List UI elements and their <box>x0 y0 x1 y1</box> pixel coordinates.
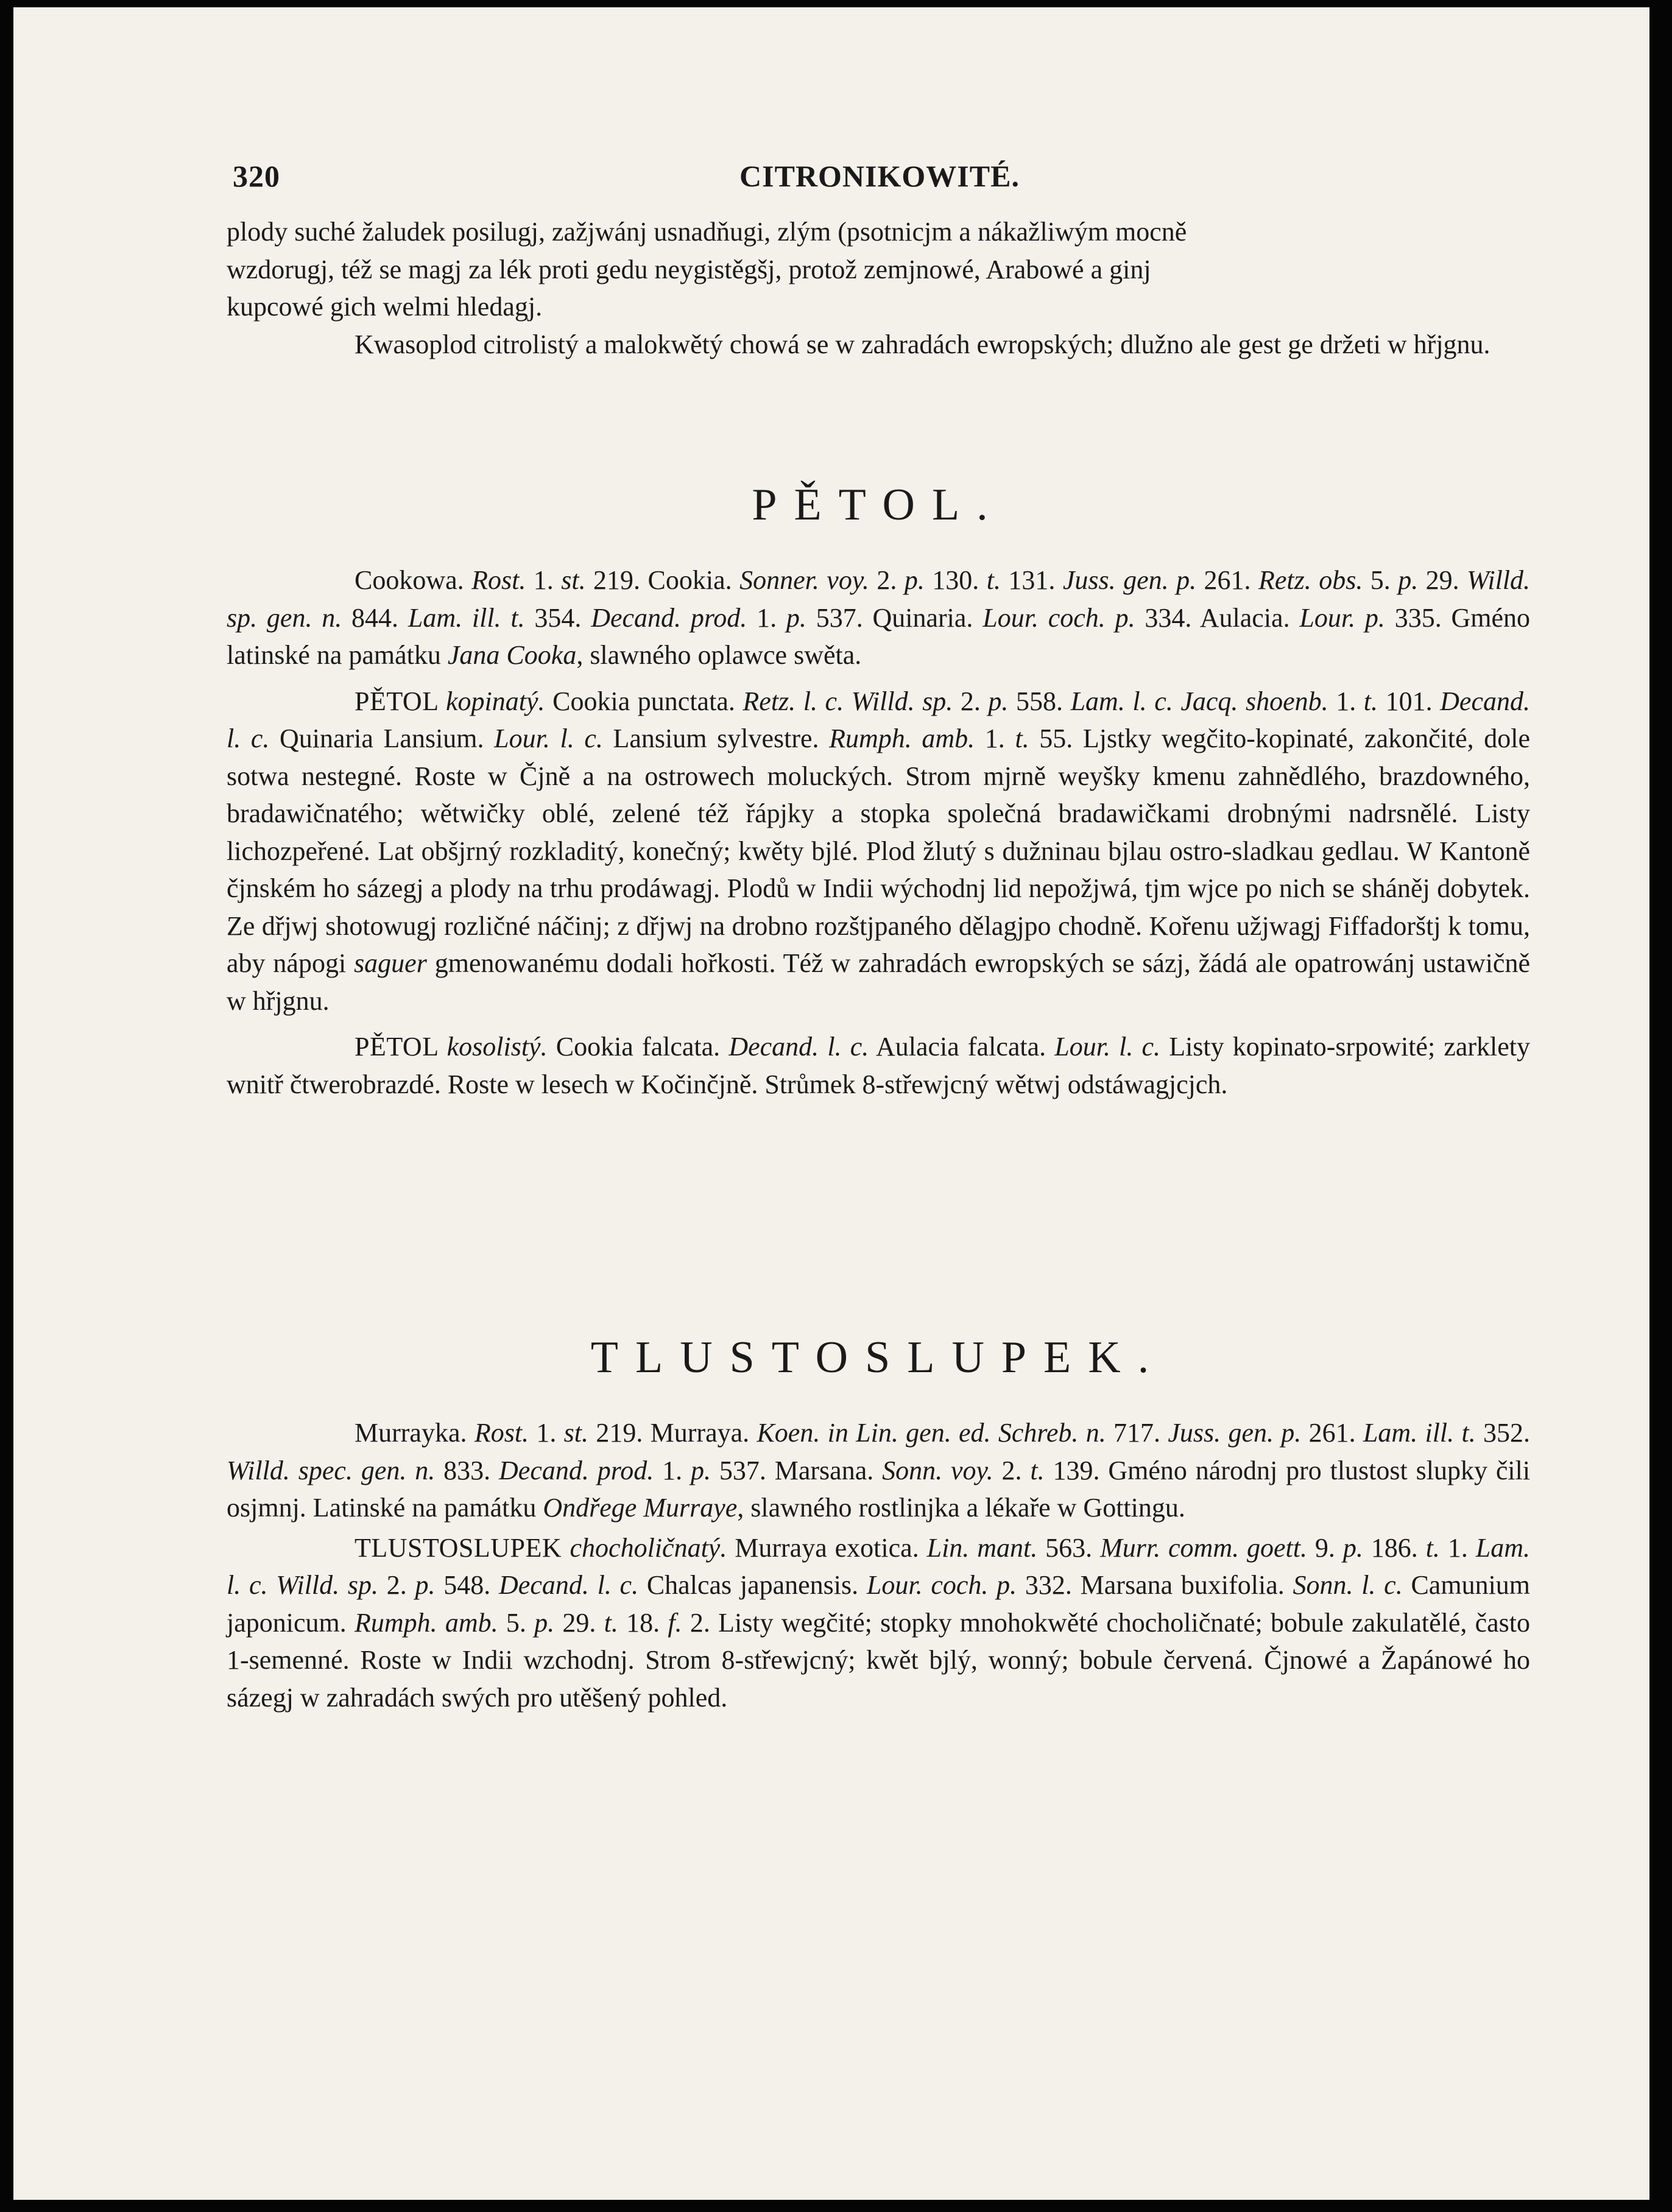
page-number: 320 <box>233 159 280 193</box>
text-run: 261. <box>1196 565 1258 595</box>
text-run: 844. <box>342 602 408 633</box>
italic-run: Rost. <box>474 1418 529 1448</box>
text-run: 558. <box>1008 686 1071 716</box>
text-line: plody suché žaludek posilugj, zažjwánj usnadňugi, zlým (psotnicjm a nákažliwým mocně <box>227 217 1187 247</box>
italic-run: Rumph. amb. <box>829 724 975 753</box>
italic-run: t. <box>1425 1532 1440 1563</box>
italic-run: Decand. l. c. <box>499 1570 639 1600</box>
text-run: 2. <box>869 565 905 595</box>
paragraph: Kwasoplod citrolistý a malokwětý chowá se w zahradách ewropských; dlužno ale gest ge držeti w hřjgnu. <box>355 329 1490 359</box>
text-run: Cookia falcata. <box>547 1032 729 1062</box>
text-run: Lansium sylvestre. <box>602 724 830 753</box>
text-run: gmenowanému dodali hořkosti. Též w zahradách ewropských se sázj, žádá ale opatrowánj ustawičně w hřjgnu. <box>227 948 1530 1016</box>
italic-run: Jana Cooka <box>447 640 577 670</box>
italic-run: Murr. comm. goett. <box>1100 1532 1307 1563</box>
petol-section <box>227 562 1530 1103</box>
text-run: Chalcas japanensis. <box>638 1570 867 1600</box>
text-run: 1. <box>654 1455 691 1485</box>
text-run: 131. <box>1000 565 1063 595</box>
italic-run: Sonn. l. c. <box>1293 1570 1403 1600</box>
text-run: Murraya exotica. <box>727 1532 927 1563</box>
genus-name: PĚTOL <box>355 1032 447 1062</box>
italic-run: Decand. prod. <box>499 1455 654 1485</box>
italic-run: Lam. l. c. Willd. sp. <box>227 1532 1531 1600</box>
italic-run: Koen. in Lin. gen. ed. Schreb. n. <box>757 1418 1106 1448</box>
italic-run: st. <box>563 1418 589 1448</box>
italic-run: t. <box>1363 686 1378 716</box>
italic-run: Willd. sp. gen. n. <box>227 565 1531 633</box>
genus-name: TLUSTOSLUPEK <box>355 1532 570 1563</box>
text-run: , slawného rostlinjka a lékaře w Gottingu. <box>737 1493 1185 1523</box>
text-run: 29. <box>554 1607 604 1638</box>
italic-run: kopinatý. <box>446 686 545 716</box>
italic-run: Rost. <box>471 565 526 595</box>
italic-run: p. <box>1342 1532 1363 1563</box>
text-run: 537. Marsana. <box>710 1455 883 1485</box>
text-run: 717. <box>1106 1418 1168 1448</box>
text-run: 1. <box>1439 1532 1476 1563</box>
italic-run: t. <box>1015 724 1029 753</box>
italic-run: st. <box>561 565 586 595</box>
text-run: 1. <box>526 565 562 595</box>
italic-run: saguer <box>354 948 427 978</box>
text-run: 833. <box>435 1455 499 1485</box>
italic-run: Juss. gen. p. <box>1062 565 1197 595</box>
species-paragraph <box>227 683 1530 1020</box>
text-run: 2. <box>953 686 989 716</box>
text-run: Camunium japonicum. <box>227 1570 1531 1638</box>
text-run: 1. <box>1328 686 1364 716</box>
text-run: 139. Gméno národnj pro tlustost slupky čili osjmnj. Latinské na památku <box>227 1455 1531 1523</box>
genus-name: PĚTOL <box>355 686 446 716</box>
italic-run: Lam. ill. t. <box>407 602 525 633</box>
italic-run: kosolistý. <box>446 1032 548 1062</box>
italic-run: p. <box>786 602 806 633</box>
italic-run: t. <box>1030 1455 1045 1485</box>
text-run: 101. <box>1378 686 1441 716</box>
text-run: 1. <box>529 1418 564 1448</box>
italic-run: f. <box>668 1607 682 1638</box>
text-run: Aulacia falcata. <box>869 1032 1055 1062</box>
text-run: 186. <box>1363 1532 1426 1563</box>
text-run: Cookia punctata. <box>545 686 743 716</box>
italic-run: Lour. coch. p. <box>866 1570 1017 1600</box>
text-run: 548. <box>435 1570 499 1600</box>
text-run: 2. Listy wegčité; stopky mnohokwěté chocholičnaté; bobule zakulatělé, často 1-semenné. Roste w Indii wzchodnj. Strom 8-střewjcný; kwět bjlý, wonný; bobule červená. Čjnowé a Žapánowé ho sázegj w zahradách swých pro utěšený pohled. <box>227 1607 1531 1713</box>
text-run: 354. <box>524 602 591 633</box>
synonymy-paragraph <box>227 1414 1530 1527</box>
italic-run: Lour. coch. p. <box>982 602 1135 633</box>
text-run: 5. <box>1363 565 1399 595</box>
tlustoslupek-section <box>227 1414 1530 1716</box>
intro-continuation <box>227 213 1530 363</box>
italic-run: Juss. gen. p. <box>1168 1418 1302 1448</box>
italic-run: Decand. l. c. <box>227 686 1530 753</box>
text-run: 130. <box>924 565 987 595</box>
text-run: 1. <box>975 724 1015 753</box>
italic-run: Lam. l. c. Jacq. shoenb. <box>1070 686 1328 716</box>
italic-run: p. <box>904 565 925 595</box>
italic-run: p. <box>690 1455 711 1485</box>
running-title: CITRONIKOWITÉ. <box>739 159 1020 193</box>
text-run: 5. <box>498 1607 535 1638</box>
italic-run: Willd. spec. gen. n. <box>227 1455 436 1485</box>
italic-run: Retz. l. c. Willd. sp. <box>743 686 953 716</box>
italic-run: Lour. p. <box>1299 602 1385 633</box>
italic-run: t. <box>604 1607 618 1638</box>
italic-run: Rumph. amb. <box>354 1607 498 1638</box>
book-page <box>13 7 1649 2200</box>
italic-run: Lin. mant. <box>926 1532 1038 1563</box>
italic-run: Lour. l. c. <box>1054 1032 1161 1062</box>
text-run: 9. <box>1307 1532 1343 1563</box>
text-run: Murrayka. <box>355 1418 474 1448</box>
italic-run: p. <box>415 1570 436 1600</box>
text-run: 332. Marsana buxifolia. <box>1017 1570 1293 1600</box>
italic-run: Lour. l. c. <box>494 724 603 753</box>
italic-run: Sonner. voy. <box>739 565 869 595</box>
text-run: 18. <box>618 1607 668 1638</box>
italic-run: Decand. prod. <box>591 602 747 633</box>
text-line: kupcowé gich welmi hledagj. <box>227 292 543 322</box>
text-run: 352. <box>1475 1418 1531 1448</box>
section-heading-tlustoslupek: TLUSTOSLUPEK. <box>590 1333 1166 1382</box>
italic-run: p. <box>988 686 1009 716</box>
species-paragraph <box>227 1529 1530 1717</box>
text-run: 1. <box>747 602 786 633</box>
italic-run: p. <box>534 1607 555 1638</box>
italic-run: chocholičnatý. <box>570 1532 727 1563</box>
synonymy-paragraph <box>227 562 1530 674</box>
italic-run: Sonn. voy. <box>882 1455 993 1485</box>
text-run: , slawného oplawce swěta. <box>576 640 862 670</box>
species-paragraph <box>227 1028 1530 1103</box>
section-heading-petol: PĚTOL. <box>752 480 1005 530</box>
italic-run: Ondřege Murraye <box>543 1493 738 1523</box>
text-run: Quinaria Lansium. <box>269 724 495 753</box>
text-line: wzdorugj, též se magj za lék proti gedu neygistěgšj, protož zemjnowé, Arabowé a ginj <box>227 254 1151 284</box>
italic-run: p. <box>1398 565 1419 595</box>
italic-run: Decand. l. c. <box>728 1032 869 1062</box>
text-run: 537. Quinaria. <box>806 602 983 633</box>
italic-run: Retz. obs. <box>1258 565 1363 595</box>
text-run: 261. <box>1301 1418 1363 1448</box>
text-run: Cookowa. <box>355 565 472 595</box>
text-run: 334. Aulacia. <box>1135 602 1300 633</box>
text-run: Listy kopinato-srpowité; zarklety wnitř čtwerobrazdé. Roste w lesech w Kočinčjně. Strůmek 8-střewjcný wětwj odstáwagjcjch. <box>227 1032 1531 1099</box>
text-run: 2. <box>993 1455 1031 1485</box>
italic-run: t. <box>986 565 1001 595</box>
text-run: 219. Cookia. <box>585 565 740 595</box>
text-run: 55. Ljstky wegčito-kopinaté, zakončité, dole sotwa nestegné. Roste w Čjně a na ostrowech moluckých. Strom mjrně weyšky kmenu zahnědlého, brazdowného, bradawičnatého; wětwičky oblé, zelené též řápjky a stopka společná bradawičkami drobnými nadrsnělé. Listy lichozpeřené. Lat obšjrný rozkladitý, konečný; kwěty bjlé. Plod žlutý s dužninau bjlau ostro-sladkau gedlau. W Kantoně čjnském ho sázegj a plody na trhu prodáwagj. Plodů w Indii wýchodnj lid nepožjwá, tjm wjce po nich se sháněj dobytek. Ze dřjwj shotowugj rozličné náčinj; z dřjwj na drobno rozštjpaného dělagjpo chodně. Kořenu užjwagj Fiffadorštj k tomu, aby nápogi <box>227 724 1530 978</box>
text-run: 219. Murraya. <box>588 1418 757 1448</box>
running-header <box>233 158 1526 201</box>
italic-run: Lam. ill. t. <box>1363 1418 1476 1448</box>
text-run: 2. <box>378 1570 415 1600</box>
text-run: 29. <box>1418 565 1467 595</box>
text-run: 335. Gméno latinské na památku <box>227 602 1531 670</box>
text-run: 563. <box>1037 1532 1101 1563</box>
